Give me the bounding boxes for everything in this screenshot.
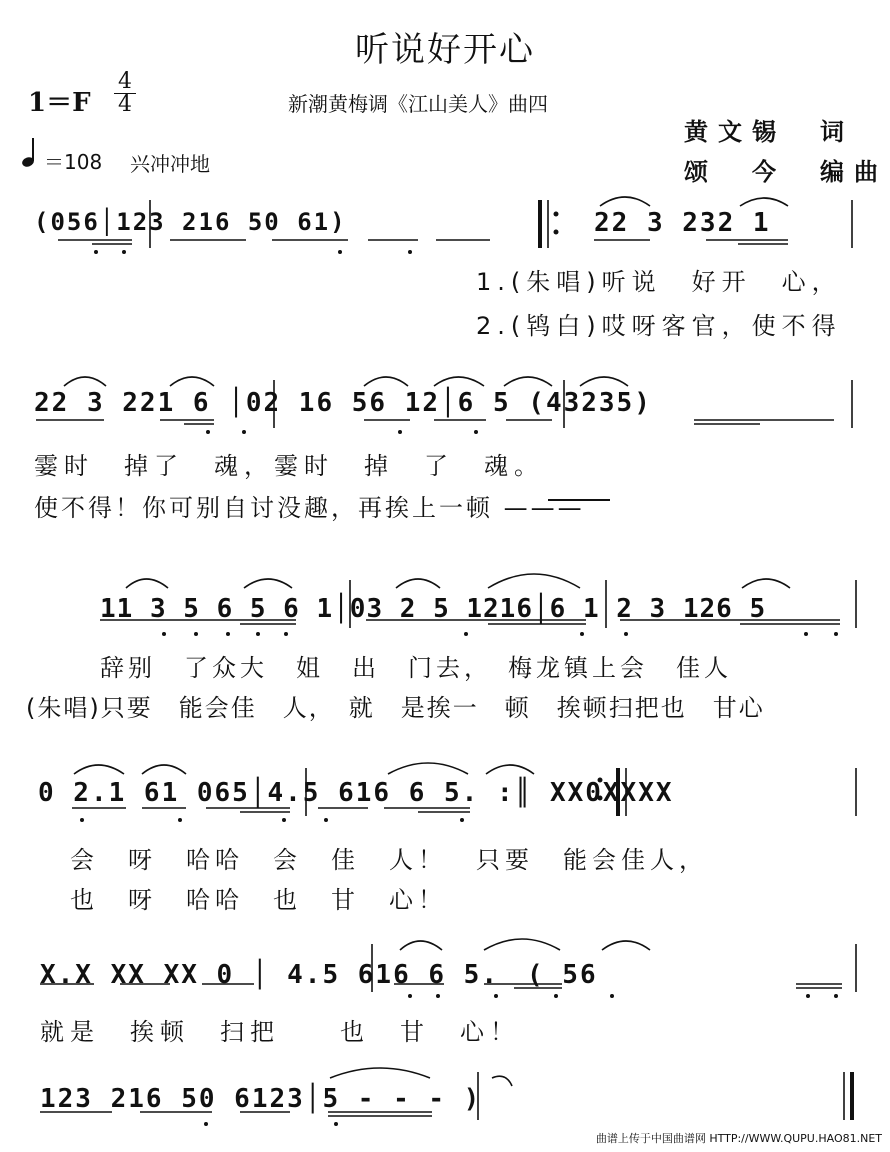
line1-lyrics-verse2: 2.(鸨白)哎呀客官，使不得 bbox=[476, 312, 842, 340]
meter-top: 4 bbox=[118, 69, 132, 94]
key-signature: 1＝F bbox=[28, 88, 91, 118]
meter-bottom: 4 bbox=[118, 92, 132, 117]
line5-dots bbox=[408, 994, 838, 998]
arranger-credit: 颂 今 编曲 bbox=[684, 158, 888, 186]
line3-lyrics-verse2: (朱唱)只要 能会佳 人， 就 是挨一 顿 挨顿扫把也 甘心 bbox=[26, 694, 765, 722]
subtitle: 新潮黄梅调《江山美人》曲四 bbox=[288, 92, 548, 116]
song-title: 听说好开心 bbox=[355, 30, 535, 70]
line3-lyrics-verse1: 辞别 了众大 姐 出 门去， 梅龙镇上会 佳人 bbox=[100, 654, 732, 682]
line4-lyrics-verse2: 也 呀 哈哈 也 甘 心！ bbox=[70, 886, 447, 914]
line2-lyrics-verse2: 使不得！你可别自讨没趣，再挨上一顿 ——— bbox=[34, 494, 585, 522]
tempo-mood: 兴冲冲地 bbox=[130, 152, 210, 176]
line5-notes: X.X XX XX 0 │ 4.5 616 6 5. ( 56 bbox=[40, 960, 598, 990]
line1-notes-melody: 22 3 232 1 bbox=[594, 208, 771, 238]
footer-watermark: 曲谱上传于中国曲谱网 HTTP://WWW.QUPU.HAO81.NET bbox=[595, 1132, 882, 1145]
line4-lyrics-verse1: 会 呀 哈哈 会 佳 人！ 只要 能会佳人， bbox=[70, 846, 708, 874]
line6-dots bbox=[204, 1122, 338, 1126]
line2-dots bbox=[206, 430, 478, 434]
line5-lyrics: 就是 挨顿 扫把 也 甘 心！ bbox=[40, 1018, 520, 1046]
line6-notes: 123 216 50 6123│5 - - - ) bbox=[40, 1084, 482, 1114]
line3-notes: 11 3 5 6 5 6 1│03 2 5 1216│6 1 2 3 126 5 bbox=[100, 594, 767, 624]
tempo-value: ＝108 bbox=[44, 150, 103, 174]
line2-notes: 22 3 221 6 │02 16 56 12│6 5 (43235) bbox=[34, 388, 652, 418]
lyricist-credit: 黄文锡 词 bbox=[684, 118, 854, 146]
quarter-note-icon bbox=[21, 138, 35, 168]
line2-lyrics-verse1: 霎时 掉了 魂，霎时 掉 了 魂。 bbox=[34, 452, 544, 480]
line4-notes: 0 2.1 61 065│4.5 616 6 5. :║ XX0XXXX bbox=[38, 778, 674, 808]
line3-dots bbox=[162, 632, 838, 636]
line1-lyrics-verse1: 1.(朱唱)听说 好开 心， bbox=[476, 268, 842, 296]
line1-notes-intro: (056│123 216 50 61) bbox=[34, 208, 347, 236]
